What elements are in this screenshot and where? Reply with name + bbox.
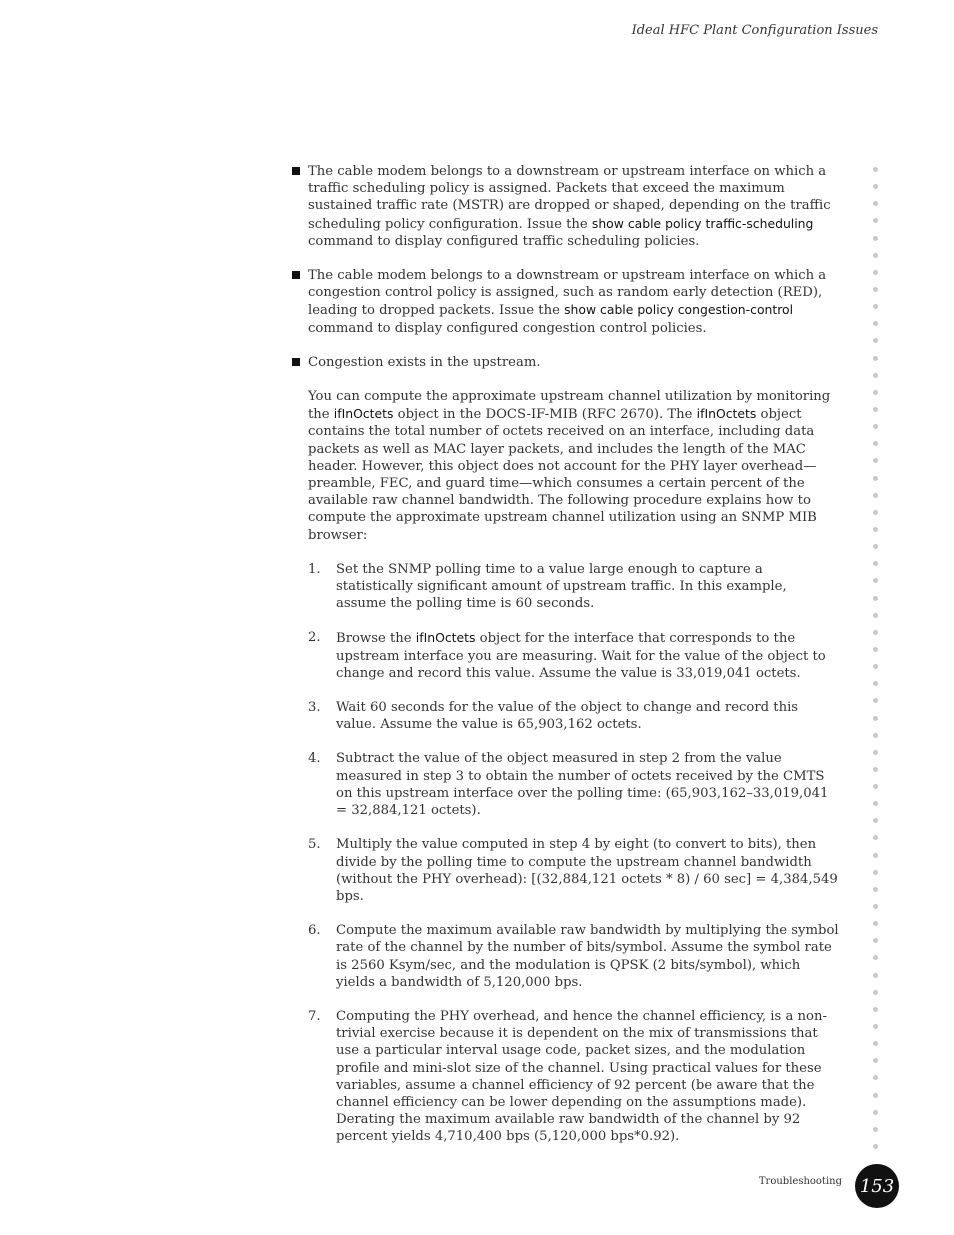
bullet-item-congestion-control: [292, 267, 840, 337]
margin-dot: [873, 596, 878, 601]
step-number: 4.: [308, 751, 321, 767]
bullet-square-icon: [292, 358, 300, 366]
margin-dot: [873, 578, 878, 583]
margin-dot: [873, 338, 878, 343]
margin-dot: [873, 698, 878, 703]
intro-text: You can compute the approximate upstream channel utilization by monitoring the: [308, 389, 831, 423]
step-item: [308, 750, 840, 819]
margin-dot: [873, 544, 878, 549]
margin-dot: [873, 356, 878, 361]
margin-dot: [873, 167, 878, 172]
margin-dot: [873, 647, 878, 652]
step-number: 7.: [308, 1008, 321, 1024]
margin-dot: [873, 561, 878, 566]
bullet-square-icon: [292, 167, 300, 175]
margin-dot: [873, 441, 878, 446]
margin-dot-rule: [873, 167, 879, 1161]
bullet-item-traffic-scheduling: [292, 163, 840, 250]
margin-dot: [873, 1144, 878, 1149]
step-text: Set the SNMP polling time to a value large enough to capture a statistically significant amount of upstream traffic. In this example, assume the polling time is 60 seconds.: [336, 561, 787, 612]
margin-dot: [873, 201, 878, 206]
step-text: Compute the maximum available raw bandwidth by multiplying the symbol rate of the channel by the number of bits/symbol. Assume the symbol rate is 2560 Ksym/sec, and the modulation is QPSK (2 bits/symbol), which yields a bandwidth of 5,120,000 bps.: [336, 923, 839, 990]
margin-dot: [873, 407, 878, 412]
step-text: Computing the PHY overhead, and hence the channel efficiency, is a non-trivial exercise because it is dependent on the mix of transmissions that use a particular interval usage code, packet sizes, and the modulation profile and mini-slot size of the channel. Using practical values for these variables, assume a channel efficiency of 92 percent (be aware that the channel efficiency can be lower depending on the assumptions made). Derating the maximum available raw bandwidth of the channel by 92 percent yields 4,710,400 bps (5,120,000 bps*0.92).: [336, 1008, 827, 1145]
margin-dot: [873, 955, 878, 960]
page-number-badge: 153: [855, 1164, 899, 1208]
intro-paragraph: [292, 388, 840, 544]
margin-dot: [873, 1024, 878, 1029]
step-number: 1.: [308, 561, 321, 577]
step-item: [308, 699, 840, 733]
margin-dot: [873, 784, 878, 789]
page-body: [292, 163, 840, 1163]
bullet-text: command to display configured traffic scheduling policies.: [308, 233, 700, 249]
margin-dot: [873, 1110, 878, 1115]
margin-dot: [873, 835, 878, 840]
step-text: Wait 60 seconds for the value of the object to change and record this value. Assume the value is 65,903,162 octets.: [336, 700, 799, 733]
margin-dot: [873, 321, 878, 326]
margin-dot: [873, 424, 878, 429]
margin-dot: [873, 1041, 878, 1046]
intro-text: object in the DOCS-IF-MIB (RFC 2670). The: [393, 407, 697, 423]
step-text: object for the interface that corresponds to the upstream interface you are measuring. Wait for the value of the object to change and record this value. Assume the value is 33,019,041 octets.: [336, 631, 826, 681]
running-header: Ideal HFC Plant Configuration Issues: [631, 23, 878, 38]
margin-dot: [873, 990, 878, 995]
margin-dot: [873, 870, 878, 875]
margin-dot: [873, 1007, 878, 1012]
margin-dot: [873, 921, 878, 926]
margin-dot: [873, 1127, 878, 1132]
margin-dot: [873, 1093, 878, 1098]
procedure-steps: [292, 561, 840, 1146]
margin-dot: [873, 750, 878, 755]
margin-dot: [873, 767, 878, 772]
step-item: [308, 922, 840, 991]
margin-dot: [873, 493, 878, 498]
margin-dot: [873, 733, 878, 738]
bullet-text: The cable modem belongs to a downstream or upstream interface on which a traffic scheduling policy is assigned. Packets that exceed the maximum sustained traffic rate (MSTR) are dropped or shaped, depending on the traffic scheduling policy configuration. Issue the: [308, 164, 831, 232]
margin-dot: [873, 681, 878, 686]
step-text: Multiply the value computed in step 4 by eight (to convert to bits), then divide by the polling time to compute the upstream channel bandwidth (without the PHY overhead): [(32,884,121 octets * 8) / 60 sec] = 4,384,549 bps.: [336, 837, 838, 904]
margin-dot: [873, 304, 878, 309]
margin-dot: [873, 236, 878, 241]
margin-dot: [873, 853, 878, 858]
cli-object: ifInOctets: [333, 406, 394, 422]
bullet-item-upstream-congestion: [292, 354, 840, 371]
margin-dot: [873, 373, 878, 378]
step-number: 6.: [308, 923, 321, 939]
margin-dot: [873, 510, 878, 515]
margin-dot: [873, 973, 878, 978]
step-text: Browse the: [336, 631, 416, 647]
bullet-text: The cable modem belongs to a downstream or upstream interface on which a congestion control policy is assigned, such as random early detection (RED), leading to dropped packets. Issue the: [308, 268, 827, 319]
cli-command: show cable policy traffic-scheduling: [591, 215, 814, 231]
step-item: [308, 629, 840, 682]
margin-dot: [873, 904, 878, 909]
margin-dot: [873, 664, 878, 669]
footer-section-label: Troubleshooting: [758, 1176, 842, 1187]
intro-text: object contains the total number of octets received on an interface, including data packets as well as MAC layer packets, and includes the length of the MAC header. However, this object does not account for the PHY layer overhead—preamble, FEC, and guard time—which consumes a certain percent of the available raw channel bandwidth. The following procedure explains how to compute the approximate upstream channel utilization using an SNMP MIB browser:: [308, 407, 817, 543]
margin-dot: [873, 476, 878, 481]
margin-dot: [873, 527, 878, 532]
bullet-text: command to display configured congestion control policies.: [308, 320, 707, 336]
margin-dot: [873, 390, 878, 395]
step-number: 2.: [308, 630, 321, 646]
margin-dot: [873, 287, 878, 292]
margin-dot: [873, 1075, 878, 1080]
margin-dot: [873, 887, 878, 892]
margin-dot: [873, 716, 878, 721]
cli-object: ifInOctets: [415, 630, 476, 646]
margin-dot: [873, 270, 878, 275]
step-number: 3.: [308, 700, 321, 716]
step-item: [308, 1008, 840, 1146]
step-text: Subtract the value of the object measured in step 2 from the value measured in step 3 to obtain the number of octets received by the CMTS on this upstream interface over the polling time: (65,903,162–33,019,041 = 32,884,121 octets).: [336, 751, 829, 819]
bullet-square-icon: [292, 271, 300, 279]
step-item: [308, 561, 840, 613]
cli-object: ifInOctets: [696, 406, 757, 422]
margin-dot: [873, 938, 878, 943]
margin-dot: [873, 818, 878, 823]
margin-dot: [873, 218, 878, 223]
margin-dot: [873, 613, 878, 618]
step-number: 5.: [308, 837, 321, 853]
margin-dot: [873, 801, 878, 806]
margin-dot: [873, 1058, 878, 1063]
cli-command: show cable policy congestion-control: [564, 302, 794, 318]
margin-dot: [873, 458, 878, 463]
bullet-text: Congestion exists in the upstream.: [308, 354, 541, 370]
margin-dot: [873, 630, 878, 635]
step-item: [308, 836, 840, 905]
margin-dot: [873, 253, 878, 258]
margin-dot: [873, 184, 878, 189]
